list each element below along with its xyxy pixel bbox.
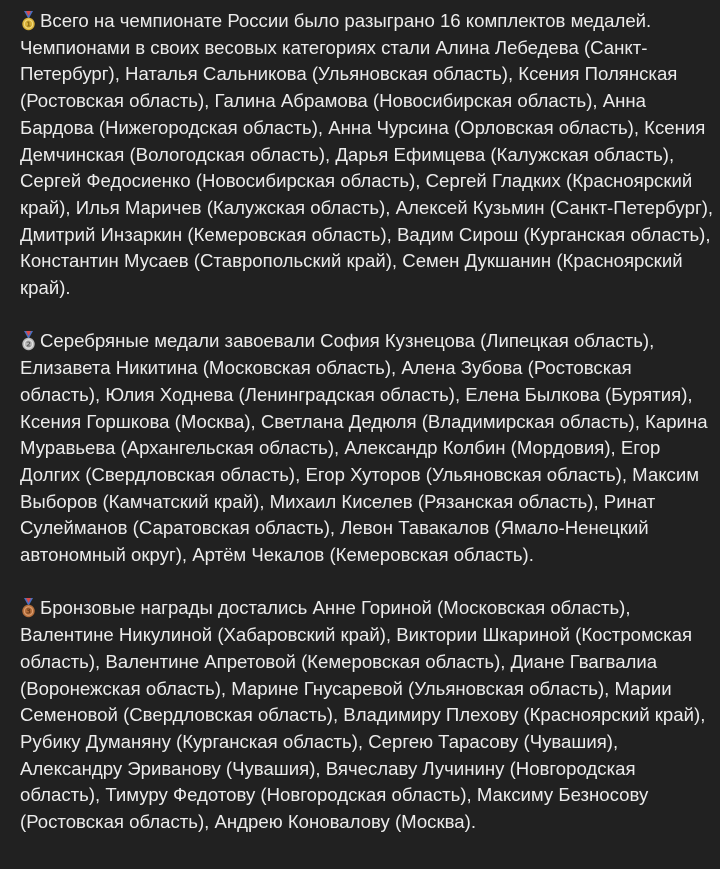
- gold-medalists-paragraph: [20, 8, 714, 302]
- svg-text:1: 1: [26, 20, 31, 29]
- silver-medalists-text: Серебряные медали завоевали София Кузнецова (Липецкая область), Елизавета Никитина (Московская область), Алена Зубова (Ростовская область), Юлия Ходнева (Ленинградская область), Елена Былкова (Бурятия), Ксения Горшкова (Москва), Светлана Дедюля (Владимирская область), Карина Муравьева (Архангельская область), Александр Колбин (Мордовия), Егор Долгих (Свердловская область), Егор Хуторов (Ульяновская область), Максим Выборов (Камчатский край), Михаил Киселев (Рязанская область), Ринат Сулейманов (Саратовская область), Левон Тавакалов (Ямало-Ненецкий автономный округ), Артём Чекалов (Кемеровская область).: [20, 330, 708, 566]
- bronze-medalists-paragraph: [20, 595, 714, 835]
- gold-medal-icon: [20, 11, 37, 31]
- gold-medalists-text: Всего на чемпионате России было разыграно 16 комплектов медалей. Чемпионами в своих весовых категориях стали Алина Лебедева (Санкт-Петербург), Наталья Сальникова (Ульяновская область), Ксения Полянская (Ростовская область), Галина Абрамова (Новосибирская область), Анна Бардова (Нижегородская область), Анна Чурсина (Орловская область), Ксения Демчинская (Вологодская область), Дарья Ефимцева (Калужская область), Сергей Федосиенко (Новосибирская область), Сергей Гладких (Красноярский край), Илья Маричев (Калужская область), Алексей Кузьмин (Санкт-Петербург), Дмитрий Инзаркин (Кемеровская область), Вадим Сирош (Курганская область), Константин Мусаев (Ставропольский край), Семен Дукшанин (Красноярский край).: [20, 10, 714, 299]
- svg-text:3: 3: [26, 608, 31, 617]
- bronze-medalists-text: Бронзовые награды достались Анне Гориной (Московская область), Валентине Никулиной (Хабаровский край), Виктории Шкариной (Костромская область), Валентине Апретовой (Кемеровская область), Диане Гвагвалиа (Воронежская область), Марине Гнусаревой (Ульяновская область), Марии Семеновой (Свердловская область), Владимиру Плехову (Красноярский край), Рубику Думаняну (Курганская область), Сергею Тарасову (Чувашия), Александру Эриванову (Чувашия), Вячеславу Лучинину (Новгородская область), Тимуру Федотову (Новгородская область), Максиму Безносову (Ростовская область), Андрею Коновалову (Москва).: [20, 597, 706, 833]
- bronze-medal-icon: [20, 598, 37, 618]
- silver-medalists-paragraph: [20, 328, 714, 568]
- silver-medal-icon: [20, 331, 37, 351]
- svg-text:2: 2: [26, 341, 31, 350]
